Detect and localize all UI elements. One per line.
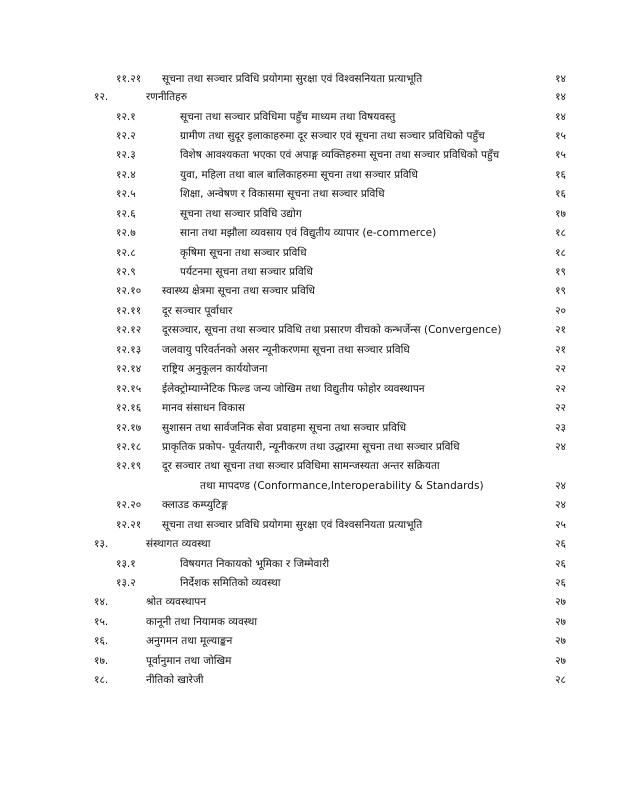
entry-title: जलवायु परिवर्तनको असर न्यूनीकरणमा सूचना तथा सञ्चार प्रविधि	[162, 344, 410, 356]
entry-title: विषयगत निकायको भूमिका र जिम्मेवारी	[180, 558, 330, 570]
entry-number: १२.१८	[116, 441, 142, 453]
entry-number: १२.१९	[116, 460, 142, 472]
toc-entry-13-1[interactable]	[0, 555, 618, 574]
entry-title: श्रोत व्यवस्थापन	[146, 596, 207, 608]
toc-entry-12-1[interactable]	[0, 108, 618, 127]
entry-page: २६	[555, 538, 566, 550]
toc-entry-16[interactable]	[0, 632, 618, 651]
toc-entry-11-21[interactable]	[0, 70, 618, 89]
toc-entry-12-7[interactable]	[0, 224, 618, 243]
entry-number: १२.१४	[116, 363, 142, 375]
entry-title: कानूनी तथा नियामक व्यवस्था	[146, 616, 258, 628]
entry-title: दूर सञ्चार पूर्वाधार	[162, 305, 233, 317]
entry-title: सुशासन तथा सार्वजनिक सेवा प्रवाहमा सूचना तथा सञ्चार प्रविधि	[162, 422, 407, 434]
toc-entry-12-12[interactable]	[0, 321, 618, 340]
entry-title: दूरसञ्चार, सूचना तथा सञ्चार प्रविधि तथा प्रसारण वीचको कन्भर्जेन्स (Convergence)	[162, 324, 502, 336]
toc-entry-12-5[interactable]	[0, 185, 618, 204]
toc-entry-12-10[interactable]	[0, 282, 618, 301]
entry-page: २७	[555, 635, 566, 647]
entry-page: २४	[555, 480, 566, 492]
toc-entry-12-4[interactable]	[0, 166, 618, 185]
entry-page: १९	[555, 285, 566, 297]
entry-number: १६.	[94, 635, 109, 647]
toc-entry-13-2[interactable]	[0, 574, 618, 593]
entry-number: १२.१	[116, 111, 136, 123]
toc-entry-12-19-continued[interactable]	[0, 477, 618, 496]
entry-number: १२.१५	[116, 383, 142, 395]
entry-number: १२.८	[116, 247, 136, 259]
entry-title: राष्ट्रिय अनुकूलन कार्ययोजना	[162, 363, 268, 375]
entry-page: २६	[555, 577, 566, 589]
entry-page: २४	[555, 441, 566, 453]
entry-number: १२.६	[116, 208, 136, 220]
entry-page: २७	[555, 616, 566, 628]
entry-page: २८	[555, 674, 566, 686]
entry-title: स्वास्थ्य क्षेत्रमा सूचना तथा सञ्चार प्रविधि	[162, 285, 315, 297]
entry-title: युवा, महिला तथा बाल बालिकाहरुमा सूचना तथा सञ्चार प्रविधि	[180, 169, 418, 181]
toc-entry-12-6[interactable]	[0, 205, 618, 224]
entry-page: २७	[555, 596, 566, 608]
entry-number: १३.	[94, 538, 109, 550]
entry-title: सूचना तथा सञ्चार प्रविधि उद्योग	[180, 208, 302, 220]
entry-number: १२.१३	[116, 344, 142, 356]
entry-page: २२	[555, 363, 566, 375]
entry-page: २०	[555, 305, 566, 317]
entry-page: १६	[555, 169, 566, 181]
entry-number: १२.३	[116, 149, 136, 161]
entry-number: १२.११	[116, 305, 142, 317]
entry-title: मानव संसाधन विकास	[162, 402, 245, 414]
entry-page: १५	[555, 130, 566, 142]
entry-page: २४	[555, 499, 566, 511]
entry-page: १८	[555, 227, 566, 239]
entry-number: ११.२१	[116, 73, 142, 85]
entry-page: १५	[555, 149, 566, 161]
entry-number: १२.१२	[116, 324, 142, 336]
entry-number: १२.१०	[116, 285, 142, 297]
toc-entry-15[interactable]	[0, 613, 618, 632]
toc-entry-12-20[interactable]	[0, 496, 618, 515]
entry-number: १२.५	[116, 188, 136, 200]
entry-title: सूचना तथा सञ्चार प्रविधिमा पहुँच माध्यम तथा विषयवस्तु	[180, 111, 396, 123]
entry-title: सूचना तथा सञ्चार प्रविधि प्रयोगमा सुरक्षा एवं विश्वसनियता प्रत्याभूति	[162, 519, 423, 531]
entry-page: १६	[555, 188, 566, 200]
entry-number: १५.	[94, 616, 109, 628]
entry-page: १९	[555, 266, 566, 278]
toc-entry-12-2[interactable]	[0, 127, 618, 146]
entry-number: १२.	[94, 91, 109, 103]
entry-title: नीतिको खारेजी	[146, 674, 204, 686]
entry-number: १२.१६	[116, 402, 142, 414]
entry-number: १८.	[94, 674, 109, 686]
entry-number: १२.२०	[116, 499, 142, 511]
entry-page: २६	[555, 558, 566, 570]
toc-entry-12-21[interactable]	[0, 516, 618, 535]
toc-entry-13[interactable]	[0, 535, 618, 554]
entry-page: २२	[555, 402, 566, 414]
entry-page: २१	[555, 344, 566, 356]
entry-number: १४.	[94, 596, 109, 608]
entry-page: १४	[555, 73, 566, 85]
entry-title: ग्रामीण तथा सुदूर इलाकाहरुमा दूर सञ्चार एवं सूचना तथा सञ्चार प्रविधिको पहुँच	[180, 130, 485, 142]
entry-number: १२.९	[116, 266, 136, 278]
toc-entry-12-17[interactable]	[0, 419, 618, 438]
toc-entry-12-11[interactable]	[0, 302, 618, 321]
entry-number: १२.२१	[116, 519, 142, 531]
entry-title: अनुगमन तथा मूल्याङ्कन	[146, 635, 233, 647]
entry-title: पूर्वानुमान तथा जोखिम	[146, 655, 232, 667]
entry-title: कृषिमा सूचना तथा सञ्चार प्रविधि	[180, 247, 307, 259]
entry-number: १२.४	[116, 169, 136, 181]
entry-number: १३.२	[116, 577, 136, 589]
toc-entry-12-19[interactable]	[0, 457, 618, 476]
entry-number: १२.१७	[116, 422, 142, 434]
entry-page: २७	[555, 655, 566, 667]
toc-entry-12-16[interactable]	[0, 399, 618, 418]
toc-entry-14[interactable]	[0, 593, 618, 612]
toc-entry-12-13[interactable]	[0, 341, 618, 360]
entry-page: २१	[555, 324, 566, 336]
toc-entry-12-3[interactable]	[0, 146, 618, 165]
toc-entry-12-15[interactable]	[0, 380, 618, 399]
entry-page: २५	[555, 519, 566, 531]
entry-title: संस्थागत व्यवस्था	[146, 538, 211, 550]
entry-title: निर्देशक समितिको व्यवस्था	[180, 577, 281, 589]
toc-entry-18[interactable]	[0, 671, 618, 690]
entry-page: २३	[555, 422, 566, 434]
entry-title: दूर सञ्चार तथा सूचना तथा सञ्चार प्रविधिमा सामन्जस्यता अन्तर सक्रियता	[162, 460, 440, 472]
entry-title: विशेष आवश्यकता भएका एवं अपाङ्ग व्यक्तिहरुमा सूचना तथा सञ्चार प्रविधिको पहुँच	[180, 149, 500, 161]
entry-title: साना तथा मझौला व्यवसाय एवं विद्युतीय व्यापार (e-commerce)	[180, 227, 437, 239]
entry-page: २२	[555, 383, 566, 395]
entry-title: तथा मापदण्ड (Conformance,Interoperability & Standards)	[200, 480, 484, 492]
entry-number: १२.२	[116, 130, 136, 142]
entry-number: १७.	[94, 655, 109, 667]
entry-title: पर्यटनमा सूचना तथा सञ्चार प्रविधि	[180, 266, 313, 278]
entry-number: १२.७	[116, 227, 136, 239]
entry-title: क्लाउड कम्प्युटिङ्ग	[162, 499, 228, 511]
entry-page: १४	[555, 91, 566, 103]
entry-page: १४	[555, 111, 566, 123]
entry-title: रणनीतिहरु	[146, 91, 187, 103]
entry-number: १३.१	[116, 558, 136, 570]
entry-title: सूचना तथा सञ्चार प्रविधि प्रयोगमा सुरक्षा एवं विश्वसनियता प्रत्याभूति	[162, 73, 423, 85]
toc-entry-12-8[interactable]	[0, 244, 618, 263]
entry-page: १७	[555, 208, 566, 220]
toc-entry-17[interactable]	[0, 652, 618, 671]
toc-entry-12-18[interactable]	[0, 438, 618, 457]
entry-title: शिक्षा, अन्वेषण र विकासमा सूचना तथा सञ्चार प्रविधि	[180, 188, 385, 200]
toc-entry-12-14[interactable]	[0, 360, 618, 379]
entry-title: प्राकृतिक प्रकोप- पूर्वतयारी, न्यूनीकरण तथा उद्धारमा सूचना तथा सञ्चार प्रविधि	[162, 441, 460, 453]
toc-entry-12[interactable]	[0, 88, 618, 107]
entry-title: ईलेक्ट्रोम्याग्नेटिक फिल्ड जन्य जोखिम तथा विद्युतीय फोहोर व्यवस्थापन	[162, 383, 425, 395]
toc-entry-12-9[interactable]	[0, 263, 618, 282]
entry-page: १८	[555, 247, 566, 259]
